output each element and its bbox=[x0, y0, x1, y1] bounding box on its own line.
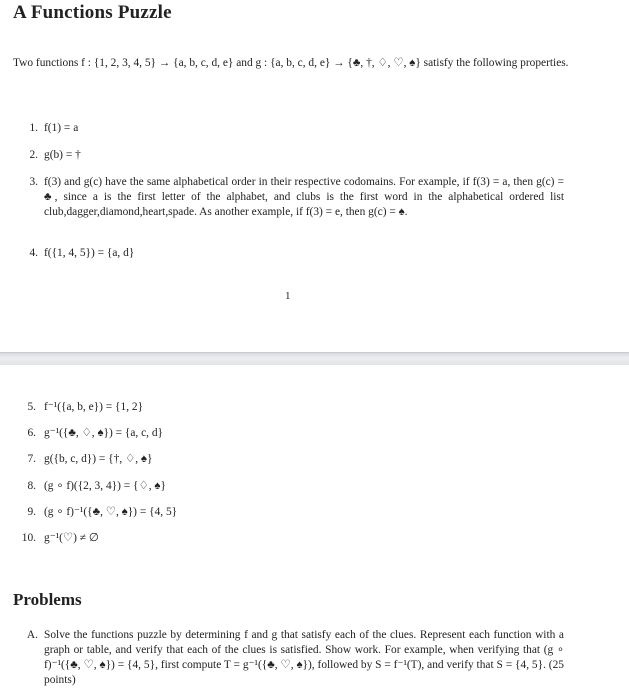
page-number: 1 bbox=[285, 290, 291, 302]
page-1: A Functions Puzzle Two functions f : {1, 2, 3, 4, 5} → {a, b, c, d, e} and g : {a, b, c, d, e} → {♣, †, ♢, ♡, ♠} satisfy the following properties. 1. f(1) = a 2. g(b) = † 3. f(3) and g(c) have the same alphabetical order in their respective codomains. For example, if f(3) = a, then g(c) = ♣, since a is the first letter of the alphabet, and clubs is the first word in the alphabetical ordered list club,dagger,diamond,heart,spade. As another example, if f(3) = e, then g(c) = ♠. 4. f({1, 4, 5}) = {a, d} 1 bbox=[0, 0, 629, 352]
intro-paragraph: Two functions f : {1, 2, 3, 4, 5} → {a, b, c, d, e} and g : {a, b, c, d, e} → {♣, †, ♢, ♡, ♠} satisfy the following properties. bbox=[13, 57, 569, 69]
problems-heading: Problems bbox=[13, 590, 82, 609]
page-2: 5. f⁻¹({a, b, e}) = {1, 2} 6. g⁻¹({♣, ♢, ♠}) = {a, c, d} 7. g({b, c, d}) = {†, ♢, ♠} 8. (g ∘ f)({2, 3, 4}) = {♢, ♠} 9. (g ∘ f)⁻¹({♣, ♡, ♠}) = {4, 5} 10. g⁻¹(♡) ≠ ∅ Problems A. Solve the functions puzzle by determining f and g that satisfy each of the clues. Represent each function with a graph or table, and verify that each of the clues is satisfied. Show work. For example, when verifying that (g ∘ f)⁻¹({♣, ♡, ♠}) = {4, 5}, first compute T = g⁻¹({♣, ♡, ♠}), followed by S = f⁻¹(T), and verify that S = {4, 5}. (25 points) bbox=[0, 365, 629, 700]
document-title: A Functions Puzzle bbox=[13, 2, 172, 23]
